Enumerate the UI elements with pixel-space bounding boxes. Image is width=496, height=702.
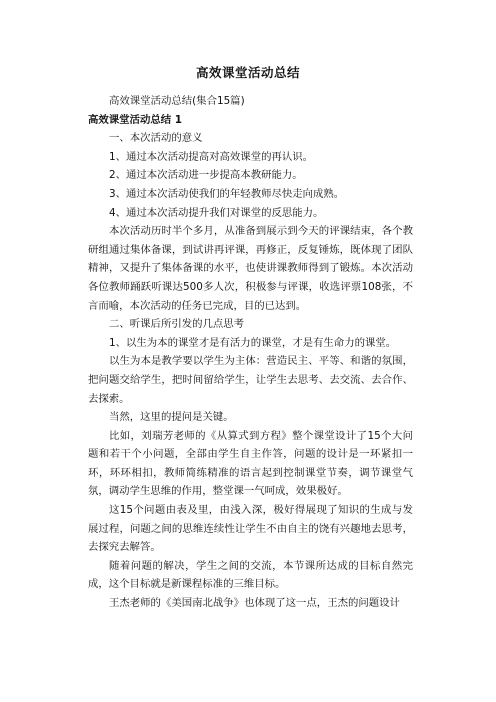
document-subtitle: 高效课堂活动总结(集合15篇) <box>109 95 245 107</box>
paragraph: 1、通过本次活动提高对高效课堂的再认识。 <box>109 150 314 163</box>
paragraph: 1、以生为本的课堂才是有活力的课堂，才是有生命力的课堂。 <box>109 336 397 349</box>
paragraph: 2、通过本次活动进一步提高本教研能力。 <box>109 169 303 182</box>
paragraph: 3、通过本次活动使我们的年轻教师尽快走向成熟。 <box>109 187 345 200</box>
paragraph: 这15个问题由表及里，由浅入深，极好得展现了知识的生成与发展过程，问题之间的思维连续性让学生不由自主的饶有兴趣地去思考，去探究去解答。 <box>88 504 413 554</box>
paragraph: 当然，这里的提问是关键。 <box>109 411 234 424</box>
document-title: 高效课堂活动总结 <box>195 65 300 80</box>
paragraph: 一、本次活动的意义 <box>109 132 203 145</box>
section-heading: 高效课堂活动总结 1 <box>88 113 182 126</box>
document-body <box>88 92 413 613</box>
paragraph: 4、通过本次活动提升我们对课堂的反思能力。 <box>109 206 324 219</box>
paragraph: 二、听课后所引发的几点思考 <box>109 318 245 331</box>
paragraph: 以生为本是教学要以学生为主体：营造民主、平等、和谐的氛围，把问题交给学生，把时间留给学生，让学生去思考、去交流、去合作、去探索。 <box>88 355 413 405</box>
paragraph: 比如，刘瑞芳老师的《从算式到方程》整个课堂设计了15个大问题和若干个小问题，全部由学生自主作答，问题的设计是一环紧扣一环，环环相扣，教师简练精准的语言起到控制课堂节奏，调节课堂气氛，调动学生思维的作用，整堂课一气呵成，效果极好。 <box>88 429 413 498</box>
paragraph: 随着问题的解决，学生之间的交流，本节课所达成的目标自然完成，这个目标就是新课程标准的三维目标。 <box>88 559 413 591</box>
paragraph: 王杰老师的《美国南北战争》也体现了这一点，王杰的问题设计 <box>109 597 400 610</box>
paragraph: 本次活动历时半个多月，从准备到展示到今天的评课结束，各个教研组通过集体备课，到试讲再评课，再修正，反复锤炼，既体现了团队精神，又提升了集体备课的水平，也使讲课教师得到了锻炼。本次活动各位教师踊跃听课达500多人次，积极参与评课，收选评票108张，不言而喻，本次活动的任务已完成，目的已达到。 <box>88 225 413 312</box>
